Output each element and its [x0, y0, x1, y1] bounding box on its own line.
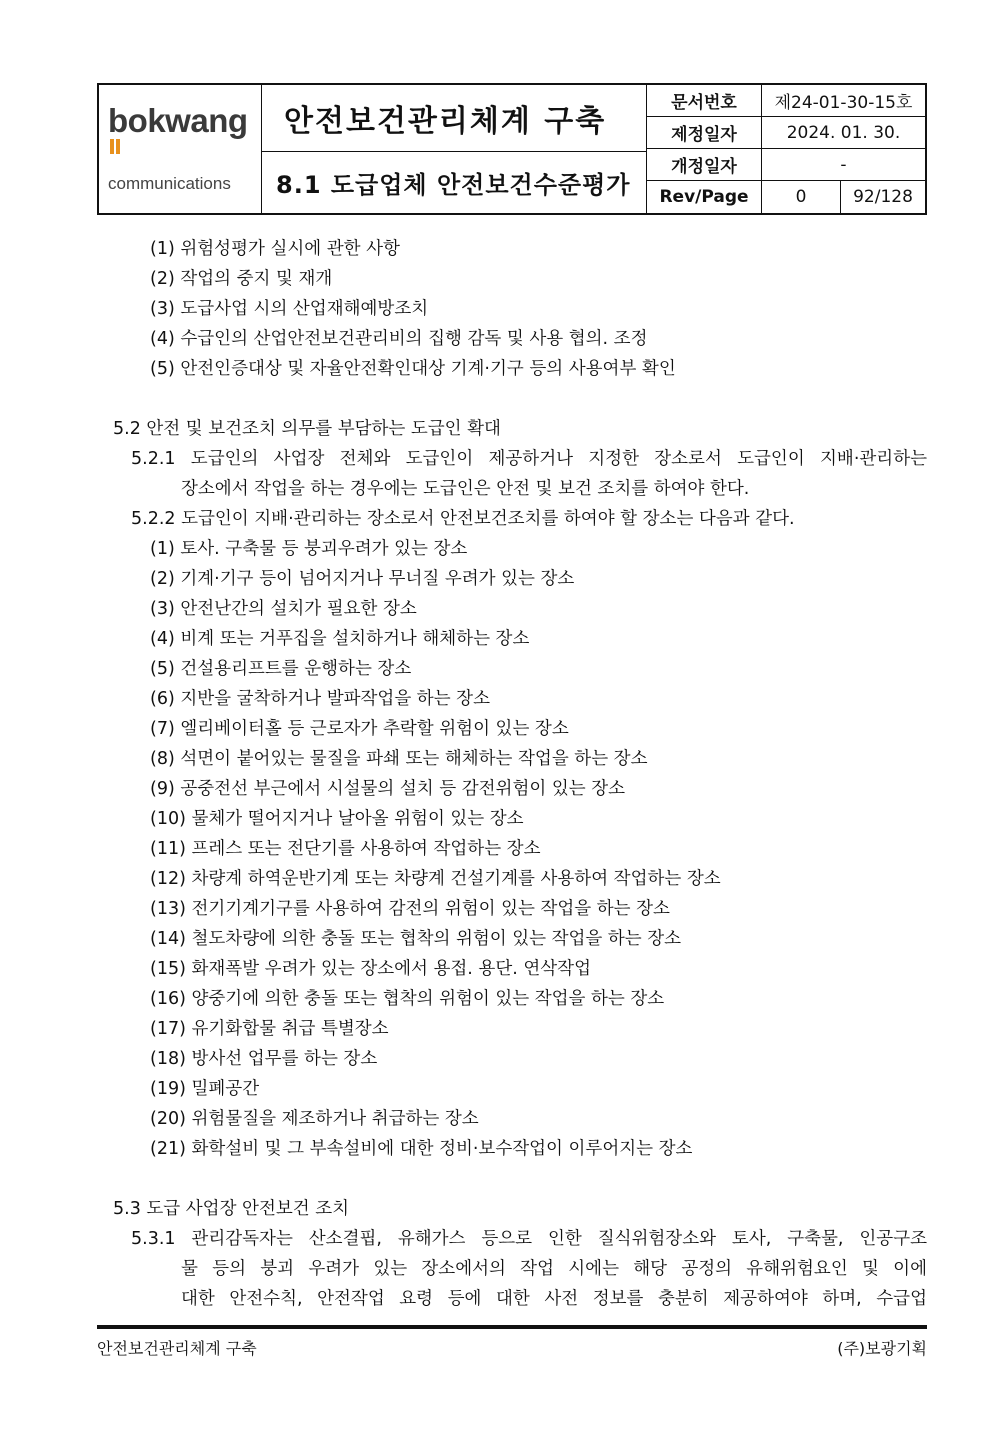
footer-title: 안전보건관리체계 구축 — [97, 1339, 257, 1358]
list-item: (7) 엘리베이터홀 등 근로자가 추락할 위험이 있는 장소 — [150, 719, 569, 739]
list-item: (16) 양중기에 의한 충돌 또는 협착의 위험이 있는 작업을 하는 장소 — [150, 989, 665, 1009]
document-header — [97, 83, 927, 215]
enact-date-value: 2024. 01. 30. — [762, 117, 925, 149]
rev-page-label: Rev/Page — [647, 181, 762, 213]
list-item: (15) 화재폭발 우려가 있는 장소에서 용접. 용단. 연삭작업 — [150, 959, 591, 979]
document-subtitle: 8.1 도급업체 안전보건수준평가 — [276, 171, 631, 199]
paragraph-5-3-1-cont: 대한 안전수칙, 안전작업 요령 등에 대한 사전 정보를 충분히 제공하여야 하며, 수급업 — [181, 1289, 927, 1309]
section-heading-5-3: 5.3 도급 사업장 안전보건 조치 — [113, 1199, 350, 1219]
document-meta-table — [647, 85, 925, 213]
list-item: (18) 방사선 업무를 하는 장소 — [150, 1049, 378, 1069]
list-item: (2) 기계·기구 등이 넘어지거나 무너질 우려가 있는 장소 — [150, 569, 575, 589]
list-item: (9) 공중전선 부근에서 시설물의 설치 등 감전위험이 있는 장소 — [150, 779, 626, 799]
enact-date-label: 제정일자 — [647, 117, 762, 149]
list-item: (14) 철도차량에 의한 충돌 또는 협착의 위험이 있는 작업을 하는 장소 — [150, 929, 682, 949]
company-logo — [99, 85, 262, 213]
list-item: (12) 차량계 하역운반기계 또는 차량계 건설기계를 사용하여 작업하는 장소 — [150, 869, 721, 889]
paragraph-5-2-2: 5.2.2 도급인이 지배·관리하는 장소로서 안전보건조치를 하여야 할 장소는 다음과 같다. — [131, 509, 795, 529]
doc-no-value: 제24-01-30-15호 — [762, 85, 925, 117]
list-item: (13) 전기기계기구를 사용하여 감전의 위험이 있는 작업을 하는 장소 — [150, 899, 670, 919]
paragraph-5-3-1-cont: 물 등의 붕괴 우려가 있는 장소에서의 작업 시에는 해당 공정의 유해위험요인 및 이에 — [181, 1259, 927, 1279]
logo-wordmark: bokwang — [108, 102, 248, 139]
list-item: (10) 물체가 떨어지거나 날아올 위험이 있는 장소 — [150, 809, 524, 829]
list-item: (21) 화학설비 및 그 부속설비에 대한 정비·보수작업이 이루어지는 장소 — [150, 1139, 693, 1159]
list-item: (5) 안전인증대상 및 자율안전확인대상 기계·기구 등의 사용여부 확인 — [150, 359, 676, 379]
list-item: (8) 석면이 붙어있는 물질을 파쇄 또는 해체하는 작업을 하는 장소 — [150, 749, 648, 769]
footer-company: (주)보광기획 — [837, 1339, 927, 1358]
rev-page-value — [762, 181, 925, 213]
doc-no-label: 문서번호 — [647, 85, 762, 117]
revise-date-value: - — [762, 149, 925, 181]
list-item: (1) 토사. 구축물 등 붕괴우려가 있는 장소 — [150, 539, 468, 559]
list-item: (3) 안전난간의 설치가 필요한 장소 — [150, 599, 417, 619]
list-item: (2) 작업의 중지 및 재개 — [150, 269, 333, 289]
list-item: (17) 유기화합물 취급 특별장소 — [150, 1019, 389, 1039]
document-title: 안전보건관리체계 구축 — [262, 85, 646, 152]
list-item: (4) 비계 또는 거푸집을 설치하거나 해체하는 장소 — [150, 629, 530, 649]
page-number: 92/128 — [853, 187, 913, 207]
list-item: (1) 위험성평가 실시에 관한 사항 — [150, 239, 400, 259]
logo-subtext: communications — [108, 174, 231, 193]
list-item: (3) 도급사업 시의 산업재해예방조치 — [150, 299, 429, 319]
logo-mark-icon — [110, 126, 122, 160]
list-item: (11) 프레스 또는 전단기를 사용하여 작업하는 장소 — [150, 839, 541, 859]
list-item: (19) 밀폐공간 — [150, 1079, 260, 1099]
paragraph-5-2-1-cont: 장소에서 작업을 하는 경우에는 도급인은 안전 및 보건 조치를 하여야 한다. — [181, 479, 750, 499]
footer-divider — [97, 1325, 927, 1329]
list-item: (20) 위험물질을 제조하거나 취급하는 장소 — [150, 1109, 479, 1129]
revise-date-label: 개정일자 — [647, 149, 762, 181]
paragraph-5-2-1: 5.2.1 도급인의 사업장 전체와 도급인이 제공하거나 지정한 장소로서 도급인이 지배·관리하는 — [131, 449, 927, 469]
list-item: (5) 건설용리프트를 운행하는 장소 — [150, 659, 412, 679]
rev-number: 0 — [762, 181, 841, 213]
list-item: (6) 지반을 굴착하거나 발파작업을 하는 장소 — [150, 689, 490, 709]
section-heading-5-2: 5.2 안전 및 보건조치 의무를 부담하는 도급인 확대 — [113, 419, 501, 439]
list-item: (4) 수급인의 산업안전보건관리비의 집행 감독 및 사용 협의. 조정 — [150, 329, 648, 349]
paragraph-5-3-1: 5.3.1 관리감독자는 산소결핍, 유해가스 등으로 인한 질식위험장소와 토사, 구축물, 인공구조 — [131, 1229, 927, 1249]
